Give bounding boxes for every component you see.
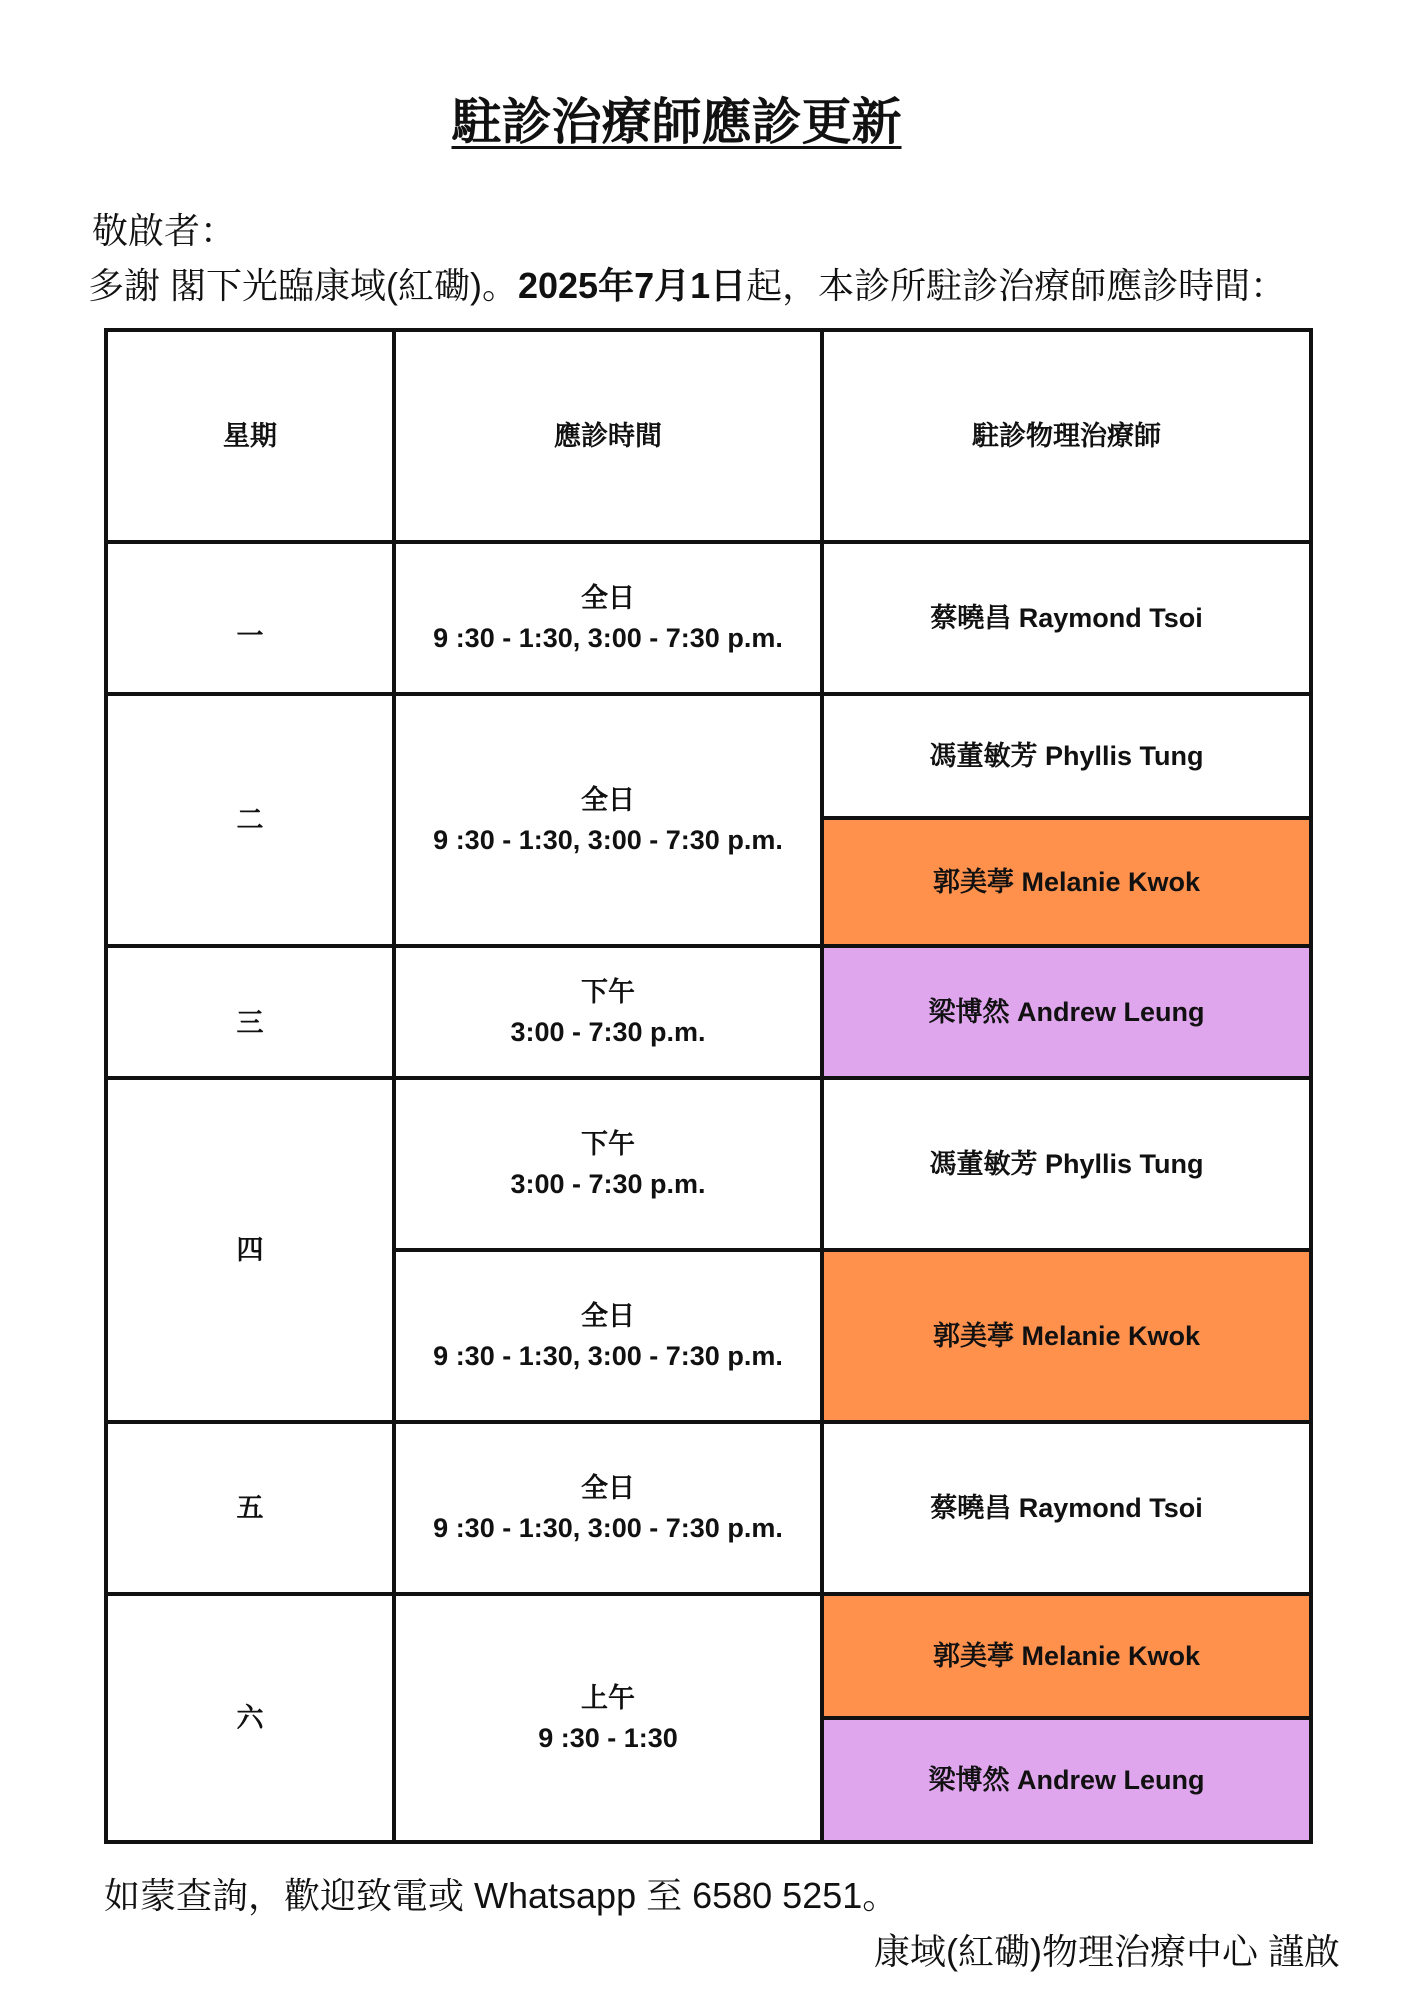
day-cell: 二	[106, 694, 394, 946]
table-row	[106, 1078, 1311, 1250]
header-hours: 應診時間	[394, 330, 822, 542]
hours-label: 9 :30 - 1:30, 3:00 - 7:30 p.m.	[433, 623, 783, 653]
hours-label: 9 :30 - 1:30, 3:00 - 7:30 p.m.	[433, 825, 783, 855]
schedule-table	[104, 328, 1313, 1844]
therapist-cell: 馮董敏芳 Phyllis Tung	[822, 1078, 1311, 1250]
therapist-cell: 蔡曉昌 Raymond Tsoi	[822, 1422, 1311, 1594]
intro-date: 2025年7月1日	[517, 265, 747, 306]
hours-label: 9 :30 - 1:30, 3:00 - 7:30 p.m.	[433, 1513, 783, 1543]
greeting: 敬啟者：	[92, 210, 237, 251]
day-cell	[106, 946, 394, 1078]
period-label: 全日	[581, 1473, 635, 1503]
header-day: 星期	[106, 330, 394, 542]
hours-label: 9 :30 - 1:30	[538, 1723, 678, 1753]
day-cell	[106, 542, 394, 694]
therapist-cell: 梁博然 Andrew Leung	[822, 946, 1311, 1078]
therapist-cell: 郭美葶 Melanie Kwok	[822, 818, 1311, 946]
hours-label: 9 :30 - 1:30, 3:00 - 7:30 p.m.	[433, 1341, 783, 1371]
intro-after: 起，本診所駐診治療師應診時間：	[746, 265, 1287, 306]
day-label: 三	[236, 1008, 264, 1038]
therapist-cell: 馮董敏芳 Phyllis Tung	[822, 694, 1311, 818]
hours-cell	[394, 1078, 822, 1250]
period-label: 上午	[581, 1683, 635, 1713]
period-label: 下午	[581, 977, 635, 1007]
hours-cell	[394, 946, 822, 1078]
hours-cell	[394, 1594, 822, 1842]
period-label: 下午	[581, 1129, 635, 1159]
therapist-cell: 郭美葶 Melanie Kwok	[822, 1594, 1311, 1718]
therapist-cell: 蔡曉昌 Raymond Tsoi	[822, 542, 1311, 694]
intro-before: 多謝 閣下光臨康域(紅磡)。	[88, 265, 518, 306]
table-row	[106, 542, 1311, 694]
intro-paragraph	[88, 258, 1286, 309]
period-label: 全日	[581, 785, 635, 815]
day-cell: 四	[106, 1078, 394, 1422]
hours-label: 3:00 - 7:30 p.m.	[510, 1017, 706, 1047]
hours-label: 3:00 - 7:30 p.m.	[510, 1169, 706, 1199]
therapist-cell: 郭美葶 Melanie Kwok	[822, 1250, 1311, 1422]
hours-cell	[394, 694, 822, 946]
day-cell: 六	[106, 1594, 394, 1842]
hours-cell	[394, 542, 822, 694]
header-therapist: 駐診物理治療師	[822, 330, 1311, 542]
period-label: 全日	[581, 1301, 635, 1331]
table-row	[106, 1422, 1311, 1594]
table-header-row	[106, 330, 1311, 542]
table-row	[106, 1594, 1311, 1718]
hours-cell	[394, 1250, 822, 1422]
hours-cell	[394, 1422, 822, 1594]
day-label: 一	[236, 621, 264, 651]
therapist-cell: 梁博然 Andrew Leung	[822, 1718, 1311, 1842]
signature: 康域(紅磡)物理治療中心 謹啟	[874, 1931, 1340, 1972]
enquiry-note: 如蒙查詢，歡迎致電或 Whatsapp 至 6580 5251。	[104, 1875, 899, 1916]
table-row	[106, 694, 1311, 818]
day-cell: 五	[106, 1422, 394, 1594]
period-label: 全日	[581, 583, 635, 613]
page-title: 駐診治療師應診更新	[451, 94, 902, 150]
table-row	[106, 946, 1311, 1078]
